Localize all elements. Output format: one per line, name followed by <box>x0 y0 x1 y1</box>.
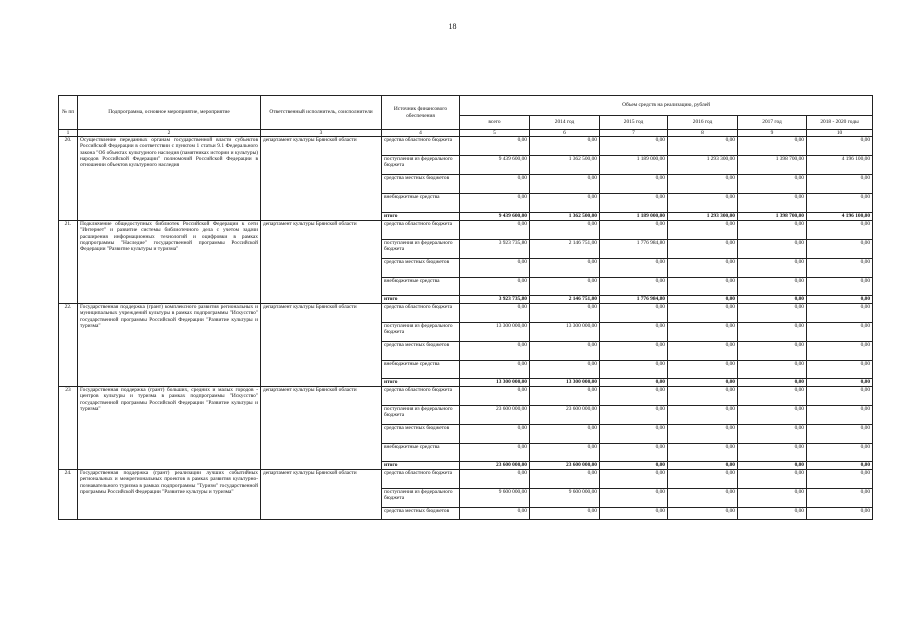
column-index: 6 <box>530 130 600 137</box>
row-value: 0,00 <box>807 194 873 213</box>
row-value: 0,00 <box>530 444 600 462</box>
row-value: 0,00 <box>460 361 530 379</box>
row-total-value: 0,00 <box>807 379 873 387</box>
row-value: 0,00 <box>530 470 600 489</box>
row-value: 0,00 <box>460 425 530 444</box>
row-value: 0,00 <box>668 221 738 240</box>
row-total-value: 13 300 000,00 <box>530 379 600 387</box>
row-value: 1 362 500,00 <box>530 156 600 175</box>
row-value: 0,00 <box>738 278 807 296</box>
row-value: 4 196 100,00 <box>807 156 873 175</box>
row-number: 22. <box>59 304 78 387</box>
row-value: 0,00 <box>738 361 807 379</box>
row-value: 0,00 <box>600 406 668 425</box>
row-value: 9 439 600,00 <box>460 156 530 175</box>
row-value: 0,00 <box>738 137 807 156</box>
row-value: 0,00 <box>600 508 668 520</box>
header-year-2016: 2016 год <box>668 116 738 130</box>
row-value: 0,00 <box>600 489 668 508</box>
row-value: 1 398 700,00 <box>738 156 807 175</box>
page-number: 18 <box>448 22 457 31</box>
header-row <box>59 96 873 116</box>
row-total-value: 13 300 000,00 <box>460 379 530 387</box>
row-total-label: итого <box>382 296 460 304</box>
header-subprogram: Подпрограмма, основное мероприятие, мероприятие <box>78 96 261 130</box>
row-value: 0,00 <box>738 304 807 323</box>
row-executor: департамент культуры Брянской области <box>261 221 382 304</box>
row-total-value: 0,00 <box>668 379 738 387</box>
table-row <box>59 387 873 406</box>
row-value: 0,00 <box>807 240 873 259</box>
row-source: средства местных бюджетов <box>382 342 460 361</box>
row-value: 0,00 <box>600 470 668 489</box>
row-value: 0,00 <box>530 175 600 194</box>
row-name: Осуществление переданных органам государственной власти субъектов Российской Федерации в соответствии с пунктом 1 статьи 9.1 Федерального закона "Об объектах культурного наследия (памятниках истории и культуры) народов Российской Федерации" полномочий Российской Федерации в отношении объектов культурного наследия <box>78 137 261 221</box>
row-total-label: итого <box>382 379 460 387</box>
row-value: 0,00 <box>530 342 600 361</box>
row-value: 0,00 <box>668 425 738 444</box>
row-value: 0,00 <box>668 137 738 156</box>
row-total-value: 9 439 600,00 <box>460 213 530 221</box>
row-value: 13 300 000,00 <box>530 323 600 342</box>
row-value: 0,00 <box>668 361 738 379</box>
row-source: поступления из федерального бюджета <box>382 489 460 508</box>
row-value: 0,00 <box>807 489 873 508</box>
row-total-value: 0,00 <box>600 462 668 470</box>
row-value: 0,00 <box>668 508 738 520</box>
row-value: 2 146 751,00 <box>530 240 600 259</box>
row-name: Подключение общедоступных библиотек Российской Федерации к сети "Интернет" и развитие системы библиотечного дела с учетом задачи расширения информационных технологий и оцифровки в рамках подпрограммы "Наследие" государственной программы Российской Федерации "Развитие культуры и туризма" <box>78 221 261 304</box>
row-source: средства областного бюджета <box>382 387 460 406</box>
column-index: 3 <box>261 130 382 137</box>
row-value: 0,00 <box>460 137 530 156</box>
row-number: 24. <box>59 470 78 520</box>
row-value: 0,00 <box>807 221 873 240</box>
row-value: 0,00 <box>460 508 530 520</box>
column-index: 8 <box>668 130 738 137</box>
row-value: 0,00 <box>530 425 600 444</box>
row-value: 0,00 <box>668 259 738 278</box>
row-value: 0,00 <box>738 425 807 444</box>
row-value: 3 923 735,80 <box>460 240 530 259</box>
row-value: 0,00 <box>460 259 530 278</box>
row-value: 0,00 <box>600 278 668 296</box>
row-value: 0,00 <box>530 508 600 520</box>
row-value: 0,00 <box>807 508 873 520</box>
row-value: 0,00 <box>668 470 738 489</box>
row-value: 1 776 984,80 <box>600 240 668 259</box>
row-value: 0,00 <box>668 175 738 194</box>
row-source: средства областного бюджета <box>382 137 460 156</box>
table-row <box>59 470 873 489</box>
row-value: 0,00 <box>738 387 807 406</box>
row-value: 0,00 <box>600 361 668 379</box>
row-value: 0,00 <box>530 278 600 296</box>
row-value: 0,00 <box>807 406 873 425</box>
row-value: 0,00 <box>460 470 530 489</box>
row-total-value: 0,00 <box>738 296 807 304</box>
row-value: 0,00 <box>600 137 668 156</box>
row-value: 0,00 <box>807 342 873 361</box>
row-number: 23 <box>59 387 78 470</box>
row-value: 0,00 <box>668 489 738 508</box>
table-row <box>59 221 873 240</box>
row-total-value: 23 600 000,00 <box>530 462 600 470</box>
row-value: 0,00 <box>600 194 668 213</box>
row-value: 0,00 <box>530 304 600 323</box>
row-value: 0,00 <box>668 304 738 323</box>
table-row <box>59 137 873 156</box>
row-value: 0,00 <box>738 406 807 425</box>
row-value: 0,00 <box>460 304 530 323</box>
header-year-total: всего <box>460 116 530 130</box>
row-executor: департамент культуры Брянской области <box>261 387 382 470</box>
row-executor: департамент культуры Брянской области <box>261 304 382 387</box>
row-total-value: 0,00 <box>807 296 873 304</box>
row-value: 1 189 000,00 <box>600 156 668 175</box>
row-name: Государственная поддержка (грант) реализации лучших событийных региональных и межрегиональных проектов в рамках развития культурно-познавательного туризма в рамках подпрограммы "Туризм" государственной программы Российской Федерации "Развитие культуры и туризма" <box>78 470 261 520</box>
row-value: 0,00 <box>807 323 873 342</box>
row-value: 0,00 <box>738 259 807 278</box>
row-value: 0,00 <box>460 342 530 361</box>
row-total-value: 1 398 700,00 <box>738 213 807 221</box>
row-value: 0,00 <box>668 387 738 406</box>
row-source: поступления из федерального бюджета <box>382 240 460 259</box>
row-executor: департамент культуры Брянской области <box>261 470 382 520</box>
row-value: 0,00 <box>807 361 873 379</box>
row-source: поступления из федерального бюджета <box>382 156 460 175</box>
row-name: Государственная поддержка (грант) комплексного развития региональных и муниципальных учреждений культуры в рамках подпрограммы "Искусство" государственной программы Российской Федерации "Развитие культуры и туризма" <box>78 304 261 387</box>
column-index: 10 <box>807 130 873 137</box>
row-value: 0,00 <box>668 406 738 425</box>
row-source: внебюджетные средства <box>382 278 460 296</box>
row-total-value: 0,00 <box>807 462 873 470</box>
row-value: 0,00 <box>600 444 668 462</box>
row-value: 0,00 <box>738 175 807 194</box>
row-value: 0,00 <box>668 278 738 296</box>
row-value: 0,00 <box>600 342 668 361</box>
row-value: 9 600 000,00 <box>530 489 600 508</box>
row-source: средства местных бюджетов <box>382 425 460 444</box>
row-number: 21. <box>59 221 78 304</box>
row-value: 0,00 <box>460 278 530 296</box>
row-value: 0,00 <box>807 387 873 406</box>
row-value: 0,00 <box>668 444 738 462</box>
row-source: средства местных бюджетов <box>382 259 460 278</box>
row-value: 0,00 <box>460 387 530 406</box>
row-value: 23 600 000,00 <box>530 406 600 425</box>
column-index: 1 <box>59 130 78 137</box>
row-total-value: 23 600 000,00 <box>460 462 530 470</box>
row-value: 9 600 000,00 <box>460 489 530 508</box>
row-value: 0,00 <box>600 323 668 342</box>
header-year-2018-2020: 2018 - 2020 годы <box>807 116 873 130</box>
row-source: средства областного бюджета <box>382 221 460 240</box>
row-value: 0,00 <box>460 175 530 194</box>
row-value: 0,00 <box>738 194 807 213</box>
row-value: 0,00 <box>530 221 600 240</box>
row-total-value: 0,00 <box>600 379 668 387</box>
row-number: 20. <box>59 137 78 221</box>
row-total-value: 2 146 751,00 <box>530 296 600 304</box>
row-value: 0,00 <box>530 194 600 213</box>
row-value: 0,00 <box>668 194 738 213</box>
row-total-value: 0,00 <box>738 379 807 387</box>
row-executor: департамент культуры Брянской области <box>261 137 382 221</box>
row-value: 0,00 <box>600 425 668 444</box>
row-source: средства местных бюджетов <box>382 508 460 520</box>
row-value: 0,00 <box>530 361 600 379</box>
row-value: 0,00 <box>600 221 668 240</box>
row-source: средства областного бюджета <box>382 470 460 489</box>
row-value: 0,00 <box>460 194 530 213</box>
row-value: 0,00 <box>807 444 873 462</box>
funding-table <box>58 95 873 520</box>
row-value: 0,00 <box>738 489 807 508</box>
row-value: 0,00 <box>530 137 600 156</box>
row-total-value: 3 923 735,80 <box>460 296 530 304</box>
column-index: 9 <box>738 130 807 137</box>
row-value: 0,00 <box>738 240 807 259</box>
row-total-value: 0,00 <box>668 296 738 304</box>
header-year-2017: 2017 год <box>738 116 807 130</box>
row-total-label: итого <box>382 213 460 221</box>
row-value: 23 600 000,00 <box>460 406 530 425</box>
row-value: 0,00 <box>738 508 807 520</box>
row-source: поступления из федерального бюджета <box>382 323 460 342</box>
row-source: средства местных бюджетов <box>382 175 460 194</box>
row-name: Государственная поддержка (грант) больших, средних и малых городов - центров культуры и туризма в рамках подпрограммы "Искусство" государственной программы Российской Федерации "Развитие культуры и туризма" <box>78 387 261 470</box>
row-value: 0,00 <box>600 387 668 406</box>
row-total-value: 4 196 100,00 <box>807 213 873 221</box>
row-value: 0,00 <box>460 444 530 462</box>
row-value: 0,00 <box>738 323 807 342</box>
row-value: 0,00 <box>530 259 600 278</box>
header-year-2015: 2015 год <box>600 116 668 130</box>
row-value: 0,00 <box>530 387 600 406</box>
row-value: 0,00 <box>738 342 807 361</box>
row-value: 0,00 <box>738 470 807 489</box>
column-index-row <box>59 130 873 137</box>
header-source: Источник финансового обеспечения <box>382 96 460 130</box>
row-source: внебюджетные средства <box>382 361 460 379</box>
row-total-value: 1 293 300,00 <box>668 213 738 221</box>
row-value: 0,00 <box>807 259 873 278</box>
row-value: 0,00 <box>738 444 807 462</box>
column-index: 5 <box>460 130 530 137</box>
row-source: средства областного бюджета <box>382 304 460 323</box>
row-value: 0,00 <box>738 221 807 240</box>
row-source: поступления из федерального бюджета <box>382 406 460 425</box>
row-value: 0,00 <box>600 175 668 194</box>
row-value: 0,00 <box>807 425 873 444</box>
header-num: № пп <box>59 96 78 130</box>
column-index: 4 <box>382 130 460 137</box>
row-value: 0,00 <box>807 278 873 296</box>
row-total-value: 0,00 <box>738 462 807 470</box>
row-value: 0,00 <box>807 175 873 194</box>
header-volume: Объем средств на реализацию, рублей <box>460 96 873 116</box>
row-total-value: 0,00 <box>668 462 738 470</box>
row-value: 0,00 <box>807 137 873 156</box>
row-value: 0,00 <box>668 240 738 259</box>
row-value: 13 300 000,00 <box>460 323 530 342</box>
row-total-value: 1 189 000,00 <box>600 213 668 221</box>
row-value: 1 293 300,00 <box>668 156 738 175</box>
row-value: 0,00 <box>460 221 530 240</box>
row-value: 0,00 <box>668 323 738 342</box>
row-total-label: итого <box>382 462 460 470</box>
row-value: 0,00 <box>600 259 668 278</box>
row-value: 0,00 <box>600 304 668 323</box>
row-value: 0,00 <box>807 304 873 323</box>
row-total-value: 1 362 500,00 <box>530 213 600 221</box>
table-row <box>59 304 873 323</box>
row-source: внебюджетные средства <box>382 194 460 213</box>
column-index: 2 <box>78 130 261 137</box>
row-source: внебюджетные средства <box>382 444 460 462</box>
header-year-2014: 2014 год <box>530 116 600 130</box>
row-value: 0,00 <box>668 342 738 361</box>
row-value: 0,00 <box>807 470 873 489</box>
column-index: 7 <box>600 130 668 137</box>
header-executor: Ответственный исполнитель, соисполнители <box>261 96 382 130</box>
row-total-value: 1 776 984,80 <box>600 296 668 304</box>
